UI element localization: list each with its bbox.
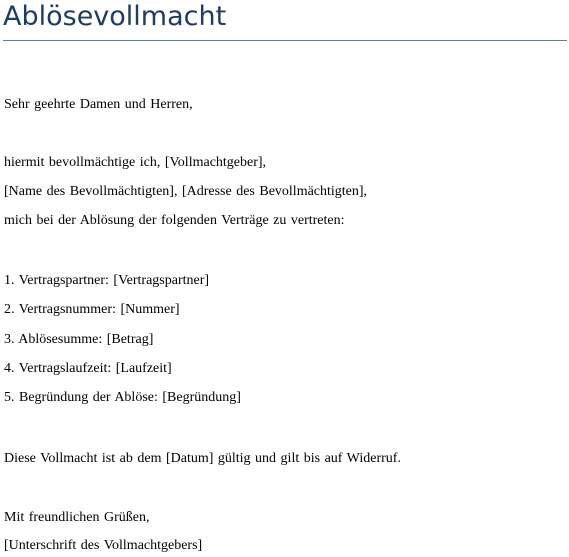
list-item-vertragspartner: 1. Vertragspartner: [Vertragspartner] [4, 273, 210, 288]
salutation: Sehr geehrte Damen und Herren, [4, 97, 193, 112]
body-line-1: hiermit bevollmächtige ich, [Vollmachtgeber], [4, 155, 267, 170]
list-item-begruendung: 5. Begründung der Ablöse: [Begründung] [4, 390, 241, 405]
closing: Mit freundlichen Grüßen, [4, 510, 150, 525]
list-item-vertragsnummer: 2. Vertragsnummer: [Nummer] [4, 302, 180, 317]
body-line-3: mich bei der Ablösung der folgenden Verträge zu vertreten: [4, 213, 345, 228]
title-divider [3, 40, 567, 41]
list-item-vertragslaufzeit: 4. Vertragslaufzeit: [Laufzeit] [4, 361, 172, 376]
signature-placeholder: [Unterschrift des Vollmachtgebers] [4, 538, 203, 553]
list-item-abloesesumme: 3. Ablösesumme: [Betrag] [4, 332, 154, 347]
document-title: Ablösevollmacht [3, 1, 227, 32]
body-line-2: [Name des Bevollmächtigten], [Adresse des Bevollmächtigten], [4, 184, 368, 199]
validity-statement: Diese Vollmacht ist ab dem [Datum] gültig und gilt bis auf Widerruf. [4, 451, 401, 466]
